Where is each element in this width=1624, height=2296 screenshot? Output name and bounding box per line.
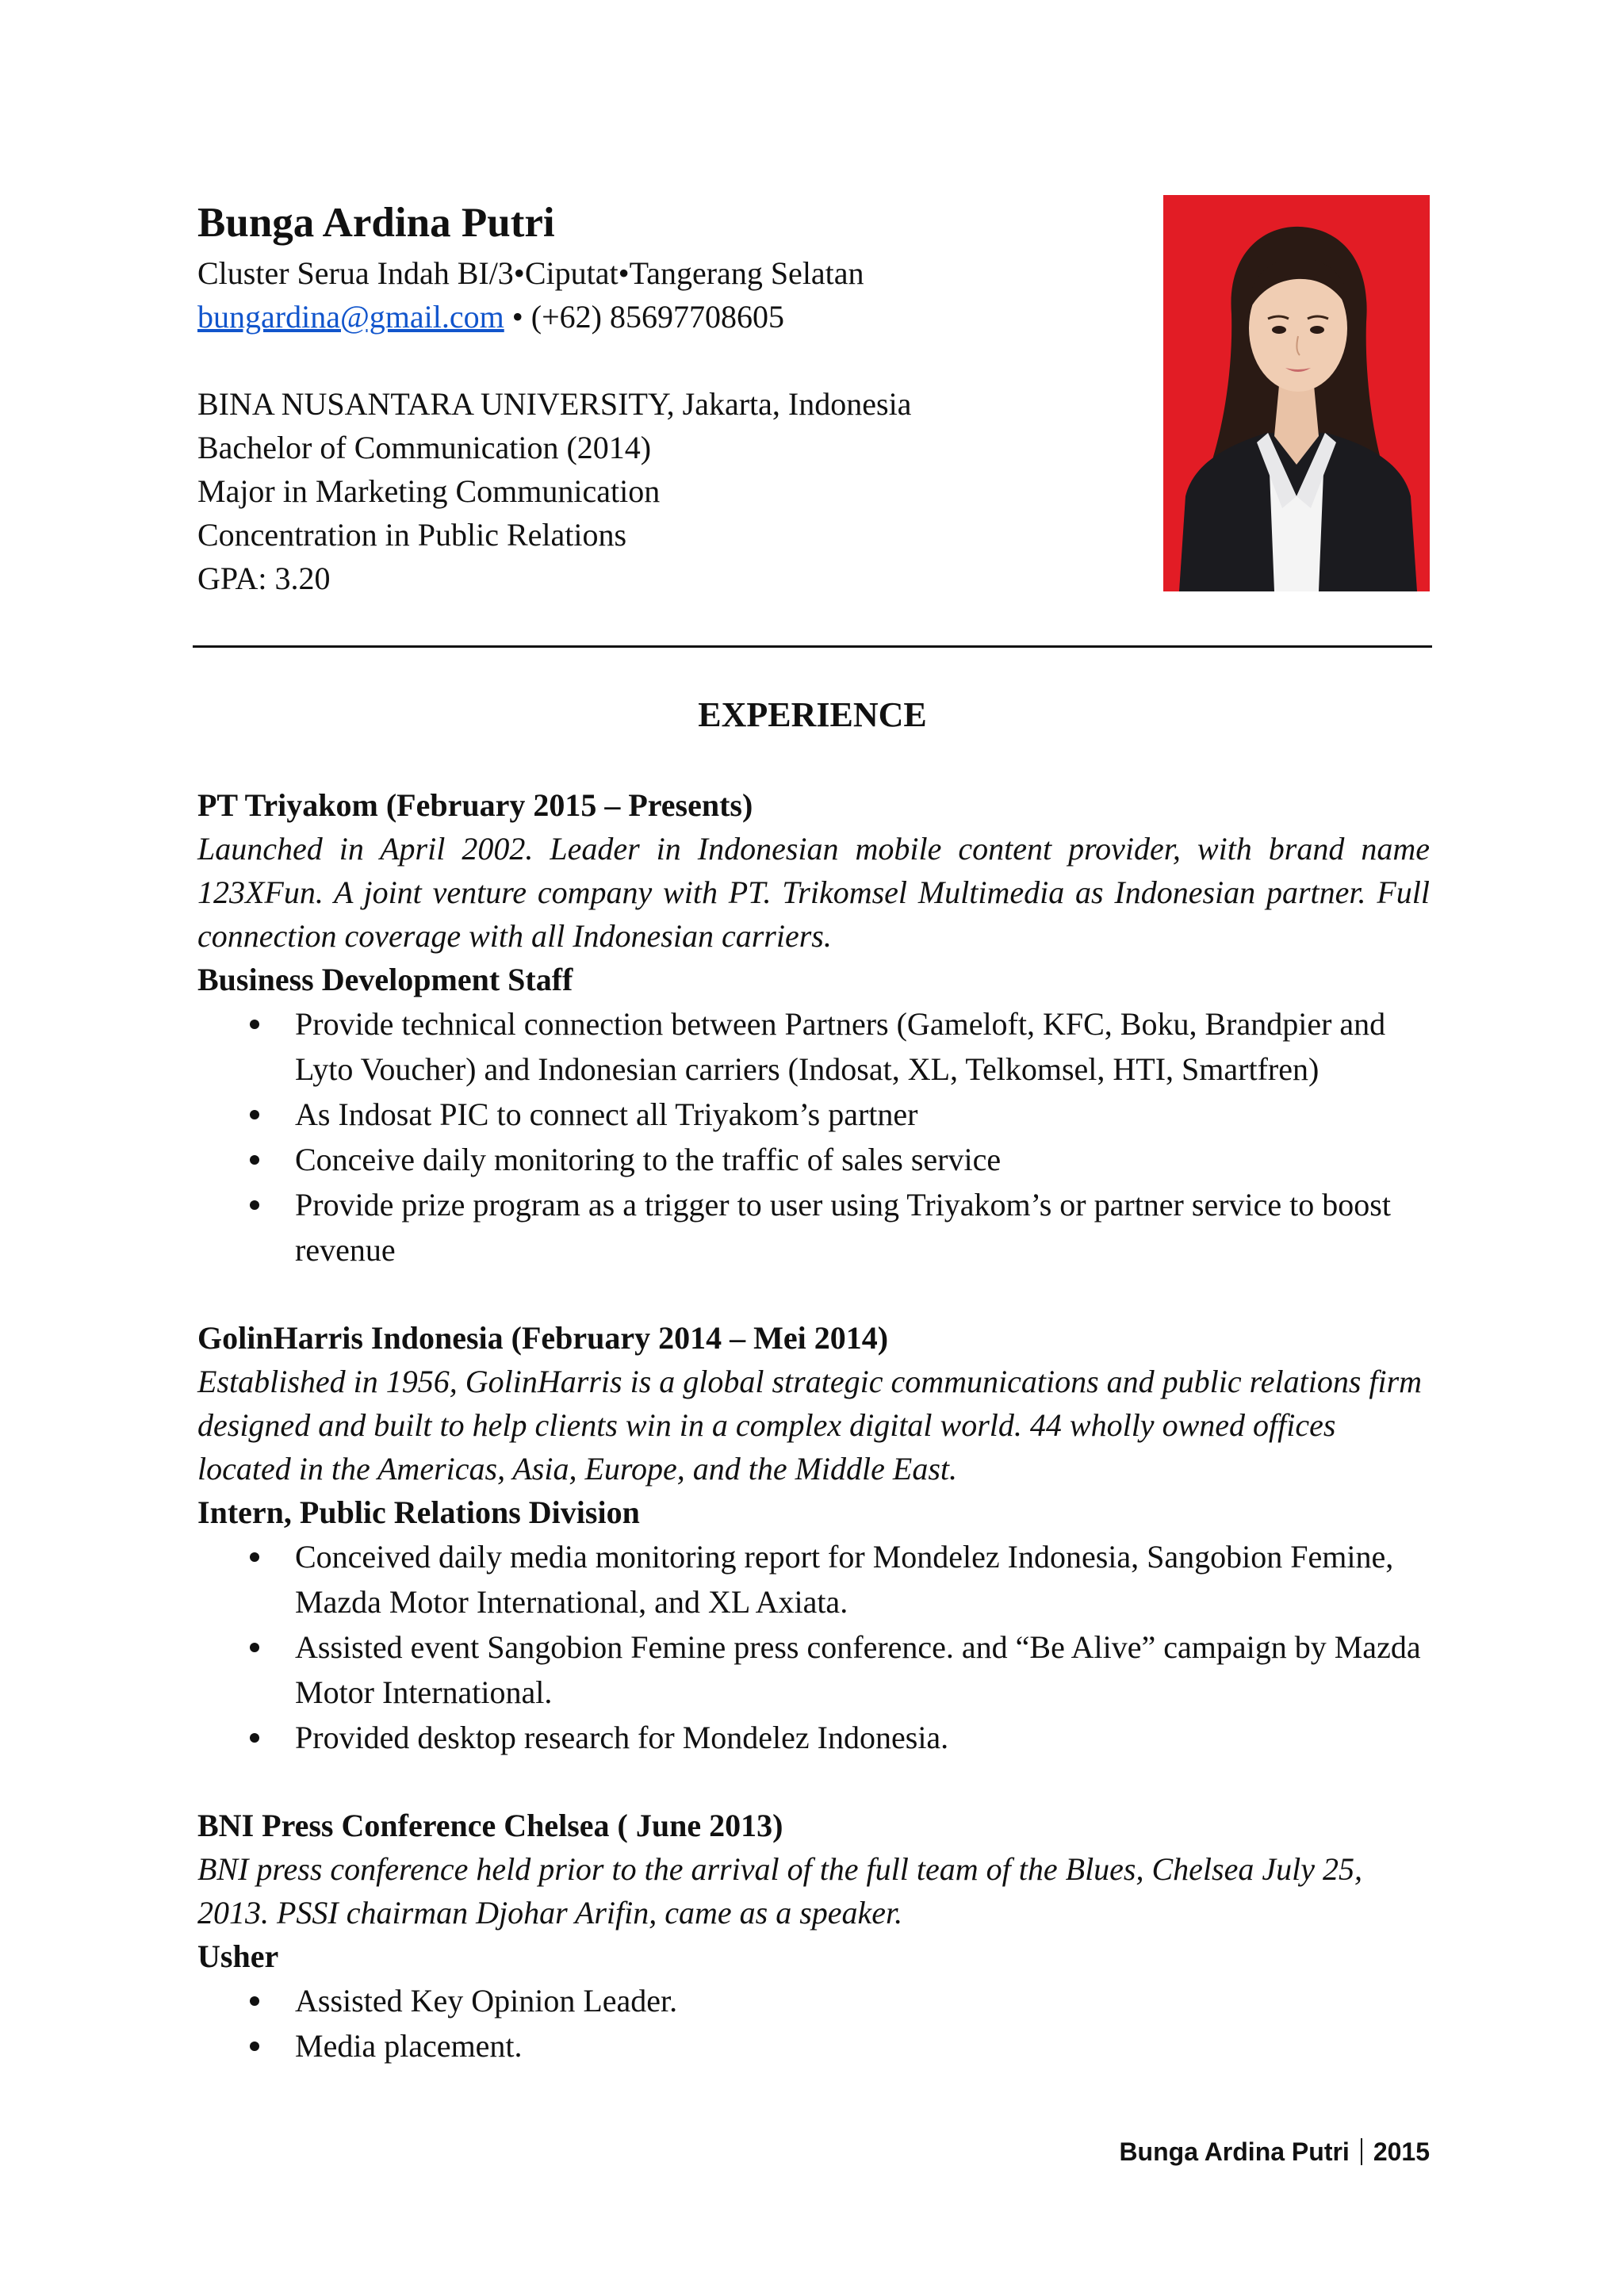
footer-name: Bunga Ardina Putri — [1119, 2137, 1350, 2166]
candidate-name: Bunga Ardina Putri — [197, 200, 555, 246]
education-university: BINA NUSANTARA UNIVERSITY, Jakarta, Indonesia — [197, 386, 912, 422]
job-bullets — [197, 1534, 1430, 1760]
bullet-icon — [250, 2042, 259, 2051]
education-degree: Bachelor of Communication (2014) — [197, 430, 652, 465]
bullet-icon — [250, 1733, 259, 1743]
footer-separator — [1361, 2138, 1362, 2165]
job-description: BNI press conference held prior to the arrival of the full team of the Blues, Chelsea July 25, 2013. PSSI chairman Djohar Arifin, came as a speaker. — [197, 1851, 1362, 1931]
portrait-photo — [1163, 195, 1430, 591]
education-gpa: GPA: 3.20 — [197, 561, 331, 596]
job-title: BNI Press Conference Chelsea ( June 2013) — [197, 1808, 783, 1843]
job-bullets — [197, 1978, 1430, 2068]
job-role: Intern, Public Relations Division — [197, 1494, 640, 1530]
spacer — [197, 339, 1149, 382]
bullet-text: Provide technical connection between Partners (Gameloft, KFC, Boku, Brandpier and Lyto Voucher) and Indonesian carriers (Indosat, XL, Telkomsel, HTI, Smartfren) — [295, 1006, 1386, 1087]
divider — [193, 645, 1432, 648]
bullet-item — [197, 1001, 1430, 1092]
job-entry — [197, 783, 1430, 1272]
bullet-icon — [250, 1155, 259, 1165]
bullet-text: Provided desktop research for Mondelez Indonesia. — [295, 1720, 949, 1755]
job-description: Launched in April 2002. Leader in Indonesian mobile content provider, with brand name 123XFun. A joint venture company with PT. Trikomsel Multimedia as Indonesian partner. Full connection coverage with all Indonesian carriers. — [197, 831, 1430, 954]
bullet-text: Conceive daily monitoring to the traffic of sales service — [295, 1142, 1002, 1177]
bullet-item — [197, 1137, 1430, 1182]
job-bullets — [197, 1001, 1430, 1272]
bullet-item — [197, 2023, 1430, 2068]
education-major: Major in Marketing Communication — [197, 473, 661, 509]
bullet-text: Conceived daily media monitoring report for Mondelez Indonesia, Sangobion Femine, Mazda Motor International, and XL Axiata. — [295, 1539, 1394, 1620]
bullet-item — [197, 1182, 1430, 1272]
job-title: PT Triyakom (February 2015 – Presents) — [197, 787, 753, 823]
experience-list — [197, 783, 1430, 2068]
bullet-icon — [250, 1200, 259, 1210]
job-title: GolinHarris Indonesia (February 2014 – Mei 2014) — [197, 1320, 889, 1356]
bullet-icon — [250, 1996, 259, 2006]
job-role: Business Development Staff — [197, 962, 573, 997]
job-role: Usher — [197, 1938, 279, 1974]
bullet-item — [197, 1624, 1430, 1715]
bullet-icon — [250, 1020, 259, 1029]
job-entry — [197, 1316, 1430, 1760]
bullet-text: Media placement. — [295, 2028, 523, 2064]
bullet-text: As Indosat PIC to connect all Triyakom’s partner — [295, 1096, 918, 1132]
bullet-text: Assisted Key Opinion Leader. — [295, 1983, 678, 2019]
bullet-icon — [250, 1110, 259, 1119]
address: Cluster Serua Indah BI/3•Ciputat•Tangerang Selatan — [197, 255, 864, 291]
page-footer — [1119, 2133, 1430, 2171]
portrait-illustration — [1163, 195, 1430, 591]
bullet-item — [197, 1715, 1430, 1760]
header — [197, 194, 1149, 600]
bullet-item — [197, 1978, 1430, 2023]
bullet-icon — [250, 1552, 259, 1562]
bullet-item — [197, 1092, 1430, 1137]
bullet-text: Provide prize program as a trigger to user using Triyakom’s or partner service to boost revenue — [295, 1187, 1391, 1268]
email-link[interactable]: bungardina@gmail.com — [197, 299, 504, 335]
bullet-icon — [250, 1643, 259, 1652]
contact-line — [197, 295, 1149, 339]
section-title-experience: EXPERIENCE — [698, 695, 927, 734]
phone: • (+62) 85697708605 — [504, 299, 784, 335]
bullet-text: Assisted event Sangobion Femine press conference. and “Be Alive” campaign by Mazda Motor International. — [295, 1629, 1421, 1710]
job-description: Established in 1956, GolinHarris is a global strategic communications and public relations firm designed and built to help clients win in a complex digital world. 44 wholly owned offices located in the Americas, Asia, Europe, and the Middle East. — [197, 1364, 1423, 1487]
job-entry — [197, 1804, 1430, 2068]
bullet-item — [197, 1534, 1430, 1624]
education-concentration: Concentration in Public Relations — [197, 517, 627, 553]
footer-year: 2015 — [1373, 2137, 1430, 2166]
